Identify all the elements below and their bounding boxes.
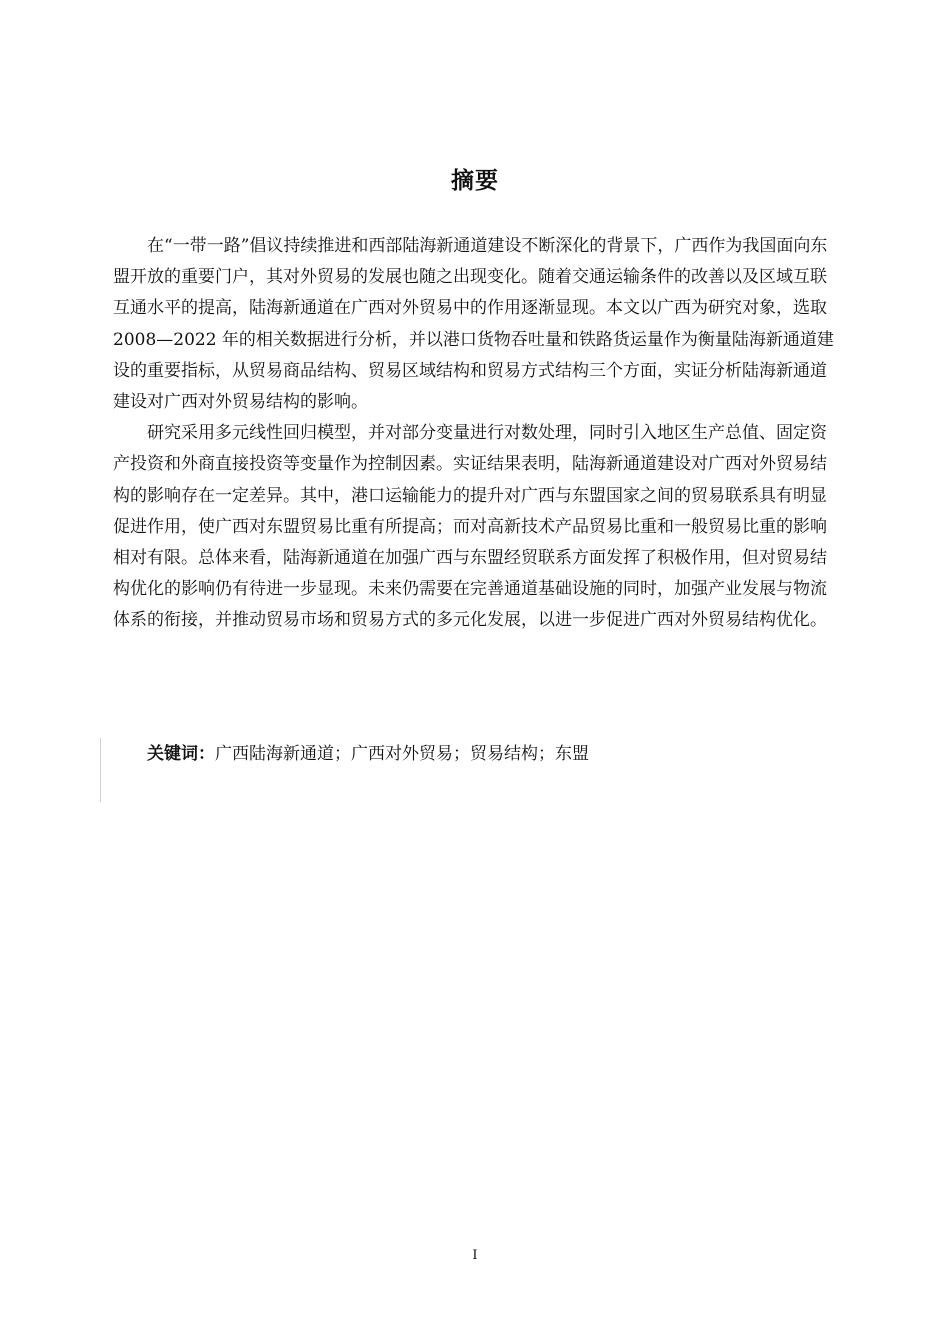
keywords-text: 广西陆海新通道；广西对外贸易；贸易结构；东盟 [215, 744, 589, 764]
keywords-label: 关键词： [147, 744, 215, 764]
page-number: I [472, 1248, 478, 1263]
abstract-body [113, 231, 843, 637]
keywords-line [147, 740, 589, 768]
abstract-paragraph-1: 在“一带一路”倡议持续推进和西部陆海新通道建设不断深化的背景下，广西作为我国面向东盟开放的重要门户，其对外贸易的发展也随之出现变化。随着交通运输条件的改善以及区域互联互通水平的提高，陆海新通道在广西对外贸易中的作用逐渐显现。本文以广西为研究对象，选取 2008—2022 年的相关数据进行分析，并以港口货物吞吐量和铁路货运量作为衡量陆海新通道建设的重要指标，从贸易商品结构、贸易区域结构和贸易方式结构三个方面，实证分析陆海新通道建设对广西对外贸易结构的影响。 [113, 236, 834, 413]
keywords-block [100, 738, 589, 802]
abstract-title: 摘要 [451, 168, 499, 194]
abstract-paragraph-2: 研究采用多元线性回归模型，并对部分变量进行对数处理，同时引入地区生产总值、固定资产投资和外商直接投资等变量作为控制因素。实证结果表明，陆海新通道建设对广西对外贸易结构的影响存在一定差异。其中，港口运输能力的提升对广西与东盟国家之间的贸易联系具有明显促进作用，使广西对东盟贸易比重有所提高；而对高新技术产品贸易比重和一般贸易比重的影响相对有限。总体来看，陆海新通道在加强广西与东盟经贸联系方面发挥了积极作用，但对贸易结构优化的影响仍有待进一步显现。未来仍需要在完善通道基础设施的同时，加强产业发展与物流体系的衔接，并推动贸易市场和贸易方式的多元化发展，以进一步促进广西对外贸易结构优化。 [113, 423, 827, 631]
